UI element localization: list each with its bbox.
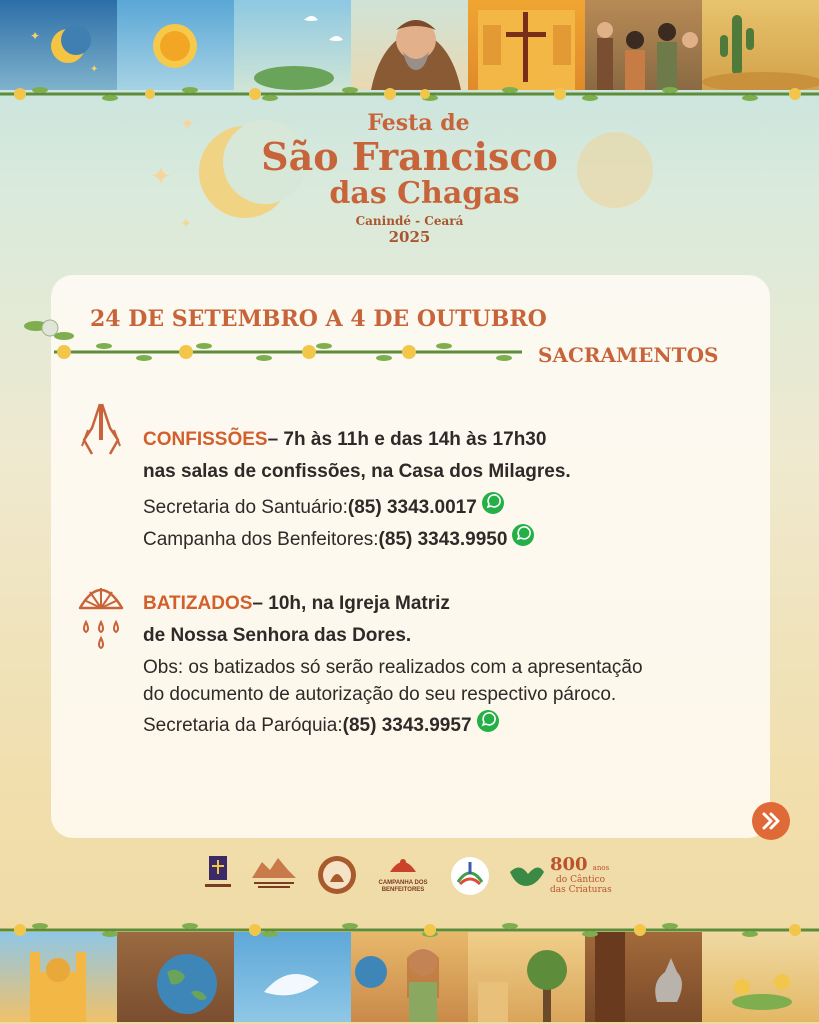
fish-icon <box>234 932 351 1022</box>
svg-text:✦: ✦ <box>90 64 99 75</box>
top-flower-vine <box>0 84 819 104</box>
whatsapp-icon[interactable] <box>511 523 535 547</box>
batizados-section <box>143 588 753 742</box>
contact-label-santuario: Secretaria do Santuário: <box>143 497 348 518</box>
santuario-logo <box>248 852 300 892</box>
confissoes-section <box>143 424 753 556</box>
doves-tile <box>234 0 351 90</box>
archdiocese-logo <box>203 852 233 892</box>
night-sky-tile <box>0 0 117 90</box>
dove-icon <box>234 0 351 90</box>
wolf-tile <box>585 932 702 1022</box>
location-label: Canindé - Ceará <box>355 214 464 228</box>
cantico-number: 800 <box>550 854 588 875</box>
sun-tile <box>117 0 234 90</box>
next-button[interactable] <box>752 802 790 840</box>
phone-benfeitores[interactable]: (85) 3343.9950 <box>378 529 508 550</box>
svg-text:✦: ✦ <box>180 215 192 231</box>
franciscan-logo <box>316 854 358 896</box>
cactus-tile <box>702 0 819 90</box>
mermaid-tile <box>234 932 351 1022</box>
child-globe-icon <box>351 932 468 1022</box>
pilgrims-icon <box>585 0 702 90</box>
basilica-icon <box>0 932 117 1022</box>
bottom-illustration-banner <box>0 932 819 1022</box>
confissoes-title: CONFISSÕES <box>143 429 268 450</box>
campanha-logo-text: CAMPANHA DOS BENFEITORES <box>378 880 428 893</box>
bottom-flower-vine <box>0 920 819 940</box>
church-tile <box>468 0 585 90</box>
sponsor-logos <box>0 850 819 910</box>
whatsapp-icon[interactable] <box>481 491 505 515</box>
contact-label-paroquia: Secretaria da Paróquia: <box>143 715 343 736</box>
flowers-tile <box>702 932 819 1022</box>
tree-icon <box>468 932 585 1022</box>
town-tile <box>468 932 585 1022</box>
phone-paroquia[interactable]: (85) 3343.9957 <box>342 715 472 736</box>
pilgrims-tile <box>585 0 702 90</box>
section-title: SACRAMENTOS <box>538 343 719 367</box>
event-title <box>0 110 819 246</box>
globe-hands-tile <box>117 932 234 1022</box>
praying-hands-icon <box>78 400 124 456</box>
globe-icon <box>117 932 234 1022</box>
wolf-icon <box>585 932 702 1022</box>
crescent-moon-icon <box>0 0 117 90</box>
batizados-title: BATIZADOS <box>143 593 253 614</box>
cross-icon <box>468 0 585 90</box>
flower-icon <box>702 932 819 1022</box>
svg-text:✦: ✦ <box>30 29 41 43</box>
basilica-tile <box>0 932 117 1022</box>
whatsapp-icon[interactable] <box>476 709 500 733</box>
cantico-logo-mark <box>506 858 546 892</box>
year-label: 2025 <box>388 228 431 246</box>
confissoes-place: nas salas de confissões, na Casa dos Milagres. <box>143 461 571 482</box>
girl-globe-tile <box>351 932 468 1022</box>
phone-santuario[interactable]: (85) 3343.0017 <box>347 497 477 518</box>
batizados-time: – 10h, na Igreja Matriz <box>252 593 450 614</box>
top-illustration-banner <box>0 0 819 90</box>
batizados-place: de Nossa Senhora das Dores. <box>143 625 412 646</box>
card-flower-vine <box>24 314 524 364</box>
sun-icon <box>117 0 234 90</box>
double-chevron-right-icon <box>752 802 790 840</box>
contact-label-benfeitores: Campanha dos Benfeitores: <box>143 529 379 550</box>
campanha-logo-mark <box>386 856 420 876</box>
saint-francis-icon <box>351 0 468 90</box>
svg-text:✦: ✦ <box>180 114 196 134</box>
jubilee-logo <box>450 856 490 896</box>
event-dates: 24 DE SETEMBRO A 4 DE OUTUBRO <box>90 306 547 332</box>
title-line-2: São Francisco <box>261 134 558 179</box>
batizados-obs-line-1: Obs: os batizados só serão realizados com a apresentação <box>143 657 643 678</box>
title-line-3: das Chagas <box>329 176 520 211</box>
batizados-obs-line-2: do documento de autorização do seu respectivo pároco. <box>143 684 617 705</box>
title-line-1: Festa de <box>367 110 470 136</box>
cantico-logo-text: 800 anos do Cântico das Criaturas <box>550 854 612 895</box>
confissoes-time: – 7h às 11h e das 14h às 17h30 <box>267 429 547 450</box>
saint-francis-tile <box>351 0 468 90</box>
svg-text:✦: ✦ <box>150 161 172 191</box>
baptism-shell-icon <box>76 578 126 652</box>
cactus-icon <box>702 0 819 90</box>
